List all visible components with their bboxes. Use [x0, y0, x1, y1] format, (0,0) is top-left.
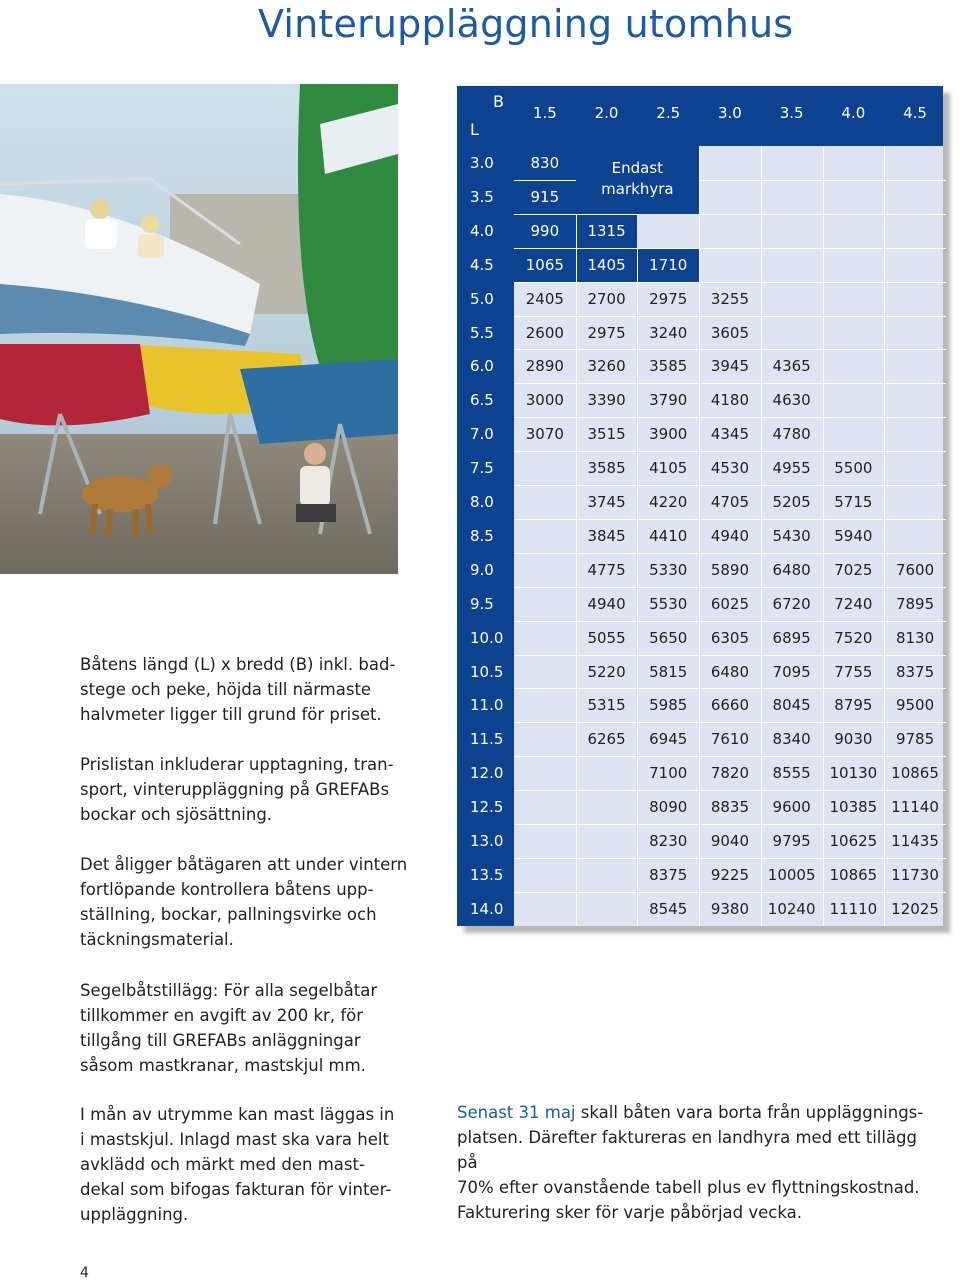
price-cell: 2975 — [587, 323, 626, 342]
size-note: Båtens längd (L) x bredd (B) inkl. bad- stege och peke, höjda till närmaste halvmeter ligger till grund för priset. — [80, 655, 396, 724]
width-header-cell: 3.5 — [779, 104, 804, 122]
price-cell: 5715 — [834, 493, 873, 511]
deadline-note — [457, 1100, 937, 1225]
price-cell: 10385 — [829, 798, 878, 817]
price-cell: 1065 — [525, 255, 564, 274]
price-cell: 9785 — [895, 730, 935, 749]
price-cell: 8130 — [895, 628, 935, 647]
price-cell: 2890 — [525, 357, 564, 376]
price-cell: 3845 — [587, 526, 626, 545]
price-cell: 8835 — [710, 798, 750, 817]
price-cell: 3585 — [649, 357, 688, 376]
price-cell: 5650 — [649, 628, 688, 647]
price-cell: 3000 — [525, 391, 564, 410]
price-cell: 11435 — [891, 832, 939, 850]
price-cell: 10130 — [829, 764, 878, 783]
price-cell: 1315 — [587, 221, 626, 240]
price-cell: 3745 — [587, 493, 626, 511]
mast-storage-note: I mån av utrymme kan mast läggas in i mastskjul. Inlagd mast ska vara helt avklädd och märkt med den mast- dekal som bifogas fakturan för vinter- uppläggning. — [80, 1105, 395, 1224]
price-cell: 4775 — [587, 560, 626, 579]
price-cell: 8375 — [649, 865, 688, 884]
length-value: 3.5 — [470, 187, 494, 206]
length-value: 8.0 — [470, 493, 494, 511]
length-value: 11.5 — [470, 730, 504, 749]
price-cell: 4345 — [710, 425, 750, 444]
price-cell: 5500 — [834, 459, 873, 478]
price-cell: 3390 — [587, 391, 626, 410]
price-cell: 4630 — [772, 391, 811, 410]
price-cell: 6265 — [587, 730, 626, 749]
price-cell: 6025 — [710, 594, 750, 613]
grid-line — [514, 688, 946, 689]
price-cell: 9040 — [710, 832, 750, 850]
price-cell: 9030 — [834, 730, 873, 749]
length-value: 9.0 — [470, 560, 494, 579]
price-cell: 12025 — [891, 899, 939, 918]
grid-line — [514, 553, 946, 554]
price-cell: 4105 — [649, 459, 688, 478]
price-cell: 6305 — [710, 628, 750, 647]
length-value: 5.5 — [470, 323, 494, 342]
grid-line — [514, 587, 946, 588]
price-cell: 2600 — [525, 323, 564, 342]
length-value: 6.0 — [470, 357, 494, 376]
price-cell: 10865 — [891, 764, 939, 783]
page-title: Vinteruppläggning utomhus — [258, 2, 794, 46]
length-value: 4.5 — [470, 255, 494, 274]
length-value: 13.5 — [470, 865, 504, 884]
grid-line — [514, 383, 946, 384]
grid-line — [514, 417, 946, 418]
price-cell: 5430 — [772, 526, 811, 545]
price-cell: 5220 — [587, 662, 626, 681]
price-cell: 8340 — [772, 730, 811, 749]
price-cell: 7600 — [895, 560, 935, 579]
price-cell: 7100 — [649, 764, 688, 783]
empty-cell — [637, 214, 699, 248]
price-cell: 8375 — [895, 662, 935, 681]
price-cell: 10625 — [829, 832, 878, 850]
price-cell: 3900 — [649, 425, 688, 444]
price-cell: 7895 — [895, 594, 935, 613]
price-cell: 830 — [530, 154, 560, 172]
price-cell: 8545 — [649, 899, 688, 918]
length-value: 7.5 — [470, 459, 494, 478]
price-cell: 8230 — [649, 832, 688, 850]
price-cell: 10005 — [767, 865, 816, 884]
price-cell: 7610 — [710, 730, 750, 749]
width-header-cell: 4.5 — [903, 104, 927, 122]
price-cell: 8045 — [772, 696, 811, 715]
price-cell: 2700 — [587, 289, 626, 308]
length-value: 3.0 — [470, 154, 494, 172]
table-header — [457, 86, 943, 146]
price-cell: 4705 — [710, 493, 750, 511]
length-value: 13.0 — [470, 832, 504, 850]
price-cell: 7520 — [834, 628, 873, 647]
width-header-cell: 4.0 — [841, 104, 866, 122]
length-value: 14.0 — [470, 899, 504, 918]
grid-line — [514, 485, 946, 486]
price-cell: 9380 — [710, 899, 750, 918]
grid-line — [514, 282, 946, 283]
price-cell: 3260 — [587, 357, 626, 376]
price-cell: 6720 — [772, 594, 811, 613]
price-cell: 10240 — [767, 899, 816, 918]
grid-line — [514, 655, 946, 656]
price-cell: 6945 — [649, 730, 688, 749]
price-cell: 7240 — [834, 594, 873, 613]
price-cell: 3255 — [710, 289, 750, 308]
price-cell: 11110 — [829, 899, 878, 918]
length-value: 10.5 — [470, 662, 504, 681]
price-cell: 11730 — [891, 865, 939, 884]
owner-duty-note: Det åligger båtägaren att under vintern fortlöpande kontrollera båtens upp- ställning, bockar, pallningsvirke och täckningsmaterial. — [80, 855, 408, 949]
price-cell: 9795 — [772, 832, 811, 850]
price-cell: 9500 — [895, 696, 935, 715]
width-header-cell: 2.0 — [594, 104, 619, 122]
price-cell: 6480 — [710, 662, 750, 681]
price-cell: 4365 — [772, 357, 811, 376]
price-cell: 4940 — [587, 594, 626, 613]
width-header-cell: 2.5 — [656, 104, 681, 122]
length-value: 11.0 — [470, 696, 504, 715]
price-cell: 915 — [530, 187, 560, 206]
length-value: 12.5 — [470, 798, 504, 817]
price-cell: 5815 — [649, 662, 688, 681]
price-cell: 2405 — [525, 289, 564, 308]
deadline-highlight: Senast 31 maj — [457, 1103, 576, 1122]
price-cell: 3585 — [587, 459, 626, 478]
length-value: 4.0 — [470, 221, 494, 240]
sailboat-fee-note: Segelbåtstillägg: För alla segelbåtar tillkommer en avgift av 200 kr, för tillgång till GREFABs anläggningar såsom mastkranar, mastskjul mm. — [80, 981, 378, 1075]
grid-line — [514, 722, 946, 723]
length-value: 7.0 — [470, 425, 494, 444]
boatyard-photo — [0, 84, 400, 574]
price-cell: 5985 — [649, 696, 688, 715]
price-cell: 5205 — [772, 493, 811, 511]
price-cell: 4940 — [710, 526, 750, 545]
price-cell: 9600 — [772, 798, 811, 817]
grid-line — [514, 248, 699, 249]
price-cell: 1405 — [587, 255, 626, 274]
price-cell: 5330 — [649, 560, 688, 579]
price-cell: 10865 — [829, 865, 878, 884]
price-cell: 8555 — [772, 764, 811, 783]
grid-line — [514, 316, 946, 317]
price-cell: 7095 — [772, 662, 811, 681]
width-header-cell: 3.0 — [718, 104, 742, 122]
deadline-text: skall båten vara borta från uppläggnings- platsen. Därefter faktureras en landhyra med ett tillägg på 70% efter ovanstående tabell plus ev flyttningskostnad. Fakturering sker för varje påbörjad vecka. — [457, 1103, 924, 1222]
price-table — [457, 86, 943, 926]
price-cell: 5315 — [587, 696, 626, 715]
grid-line — [514, 621, 946, 622]
length-value: 12.0 — [470, 764, 504, 783]
includes-note: Prislistan inkluderar upptagning, tran- sport, vinteruppläggning på GREFABs bockar och sjösättning. — [80, 755, 394, 824]
grid-line — [514, 892, 946, 893]
length-value: 5.0 — [470, 289, 494, 308]
price-cell: 4180 — [710, 391, 750, 410]
grid-line — [514, 790, 946, 791]
price-cell: 3945 — [710, 357, 750, 376]
ground-rent-label: Endast markhyra — [601, 159, 674, 198]
price-cell: 4220 — [649, 493, 688, 511]
price-cell: 5890 — [710, 560, 750, 579]
price-cell: 3070 — [525, 425, 564, 444]
price-cell: 8090 — [649, 798, 688, 817]
page-number: 4 — [80, 1265, 89, 1281]
price-cell: 3605 — [710, 323, 750, 342]
grid-line — [514, 451, 946, 452]
price-cell: 6480 — [772, 560, 811, 579]
length-value: 10.0 — [470, 628, 504, 647]
price-cell: 3240 — [649, 323, 688, 342]
price-cell: 4780 — [772, 425, 811, 444]
width-header-cell: 1.5 — [532, 104, 557, 122]
price-cell: 5055 — [587, 628, 626, 647]
grid-line — [514, 180, 576, 181]
grid-line — [514, 756, 946, 757]
price-cell: 4955 — [772, 459, 811, 478]
length-value: 6.5 — [470, 391, 494, 410]
price-cell: 6660 — [710, 696, 750, 715]
grid-line — [514, 519, 946, 520]
price-cell: 11140 — [891, 798, 939, 817]
length-value: 9.5 — [470, 594, 494, 613]
price-cell: 3515 — [587, 425, 626, 444]
price-cell: 4410 — [649, 526, 688, 545]
grid-line — [514, 858, 946, 859]
price-cell: 8795 — [834, 696, 873, 715]
length-value: 8.5 — [470, 526, 494, 545]
price-cell: 990 — [530, 221, 560, 240]
grid-line — [514, 824, 946, 825]
price-cell: 1710 — [649, 255, 688, 274]
price-cell: 6895 — [772, 628, 811, 647]
width-axis-label: B — [493, 92, 504, 111]
length-axis-label: L — [470, 120, 479, 139]
price-cell: 7820 — [710, 764, 750, 783]
price-cell: 7025 — [834, 560, 873, 579]
price-cell: 3790 — [649, 391, 688, 410]
price-cell: 2975 — [649, 289, 688, 308]
grid-line — [514, 349, 946, 350]
price-cell: 4530 — [710, 459, 750, 478]
price-cell: 5530 — [649, 594, 688, 613]
price-cell: 7755 — [834, 662, 873, 681]
price-cell: 5940 — [834, 526, 873, 545]
price-cell: 9225 — [710, 865, 750, 884]
